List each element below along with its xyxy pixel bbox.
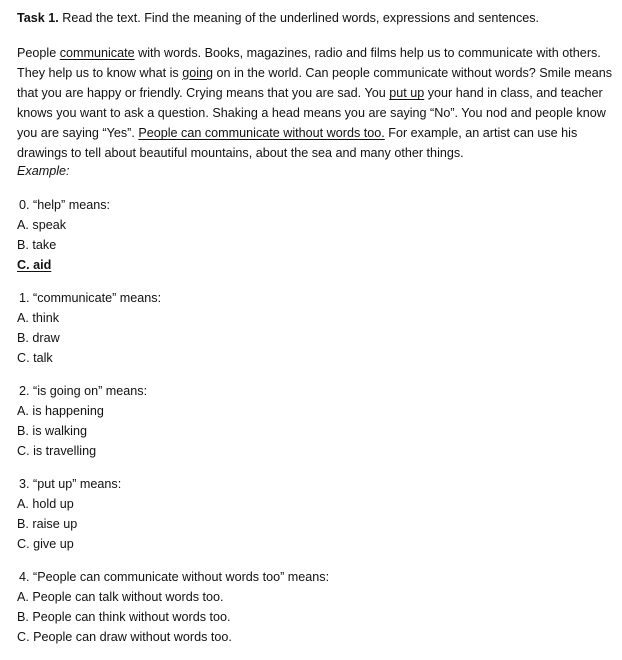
answer-option-b: B. draw <box>17 331 60 345</box>
question-prompt: 0. “help” means: <box>19 198 110 212</box>
underlined-sentence: People can communicate without words too. <box>138 126 385 141</box>
task-heading <box>17 10 539 26</box>
task-label: Task 1. <box>17 11 59 25</box>
answer-option-a: A. hold up <box>17 497 74 511</box>
question-3 <box>17 474 121 554</box>
answer-option-a: A. think <box>17 311 59 325</box>
passage-text: with words. Books, magazines, radio and films help us to communicate with others. They help us to know what is <box>17 46 601 81</box>
answer-option-a: A. is happening <box>17 404 104 418</box>
reading-passage <box>17 43 617 164</box>
answer-option-c-correct: C. aid <box>17 258 52 272</box>
underlined-word-going: going <box>182 66 214 81</box>
answer-option-b: B. take <box>17 238 57 252</box>
question-2 <box>17 381 147 461</box>
answer-option-a: A. speak <box>17 218 67 232</box>
passage-text: your hand in class, and teacher knows you want to ask a question. Shaking a head means you are saying “No”. You nod and people know you are saying “Yes”. <box>17 86 606 141</box>
question-1 <box>17 288 161 368</box>
underlined-expression-put-up: put up <box>389 86 425 101</box>
answer-option-b: B. People can think without words too. <box>17 610 231 624</box>
task-instruction: Read the text. Find the meaning of the underlined words, expressions and sentences. <box>58 11 540 25</box>
question-example <box>17 195 110 275</box>
passage-text: People <box>17 46 60 60</box>
passage-text: For example, an artist can use his drawings to tell about beautiful mountains, about the sea and many other things. <box>17 126 578 161</box>
answer-option-c: C. People can draw without words too. <box>17 630 232 644</box>
question-prompt: 1. “communicate” means: <box>19 291 162 305</box>
question-4 <box>17 567 329 647</box>
answer-option-c: C. give up <box>17 537 74 551</box>
example-label: Example: <box>17 164 70 178</box>
answer-option-c: C. talk <box>17 351 53 365</box>
answer-option-b: B. raise up <box>17 517 78 531</box>
question-prompt: 3. “put up” means: <box>19 477 122 491</box>
answer-option-c: C. is travelling <box>17 444 97 458</box>
answer-option-a: A. People can talk without words too. <box>17 590 224 604</box>
passage-text: on in the world. Can people communicate without words? Smile means that you are happy or friendly. Crying means that you are sad. You <box>17 66 613 101</box>
question-prompt: 2. “is going on” means: <box>19 384 148 398</box>
question-prompt: 4. “People can communicate without words too” means: <box>19 570 330 584</box>
underlined-word-communicate: communicate <box>59 46 135 60</box>
answer-option-b: B. is walking <box>17 424 87 438</box>
